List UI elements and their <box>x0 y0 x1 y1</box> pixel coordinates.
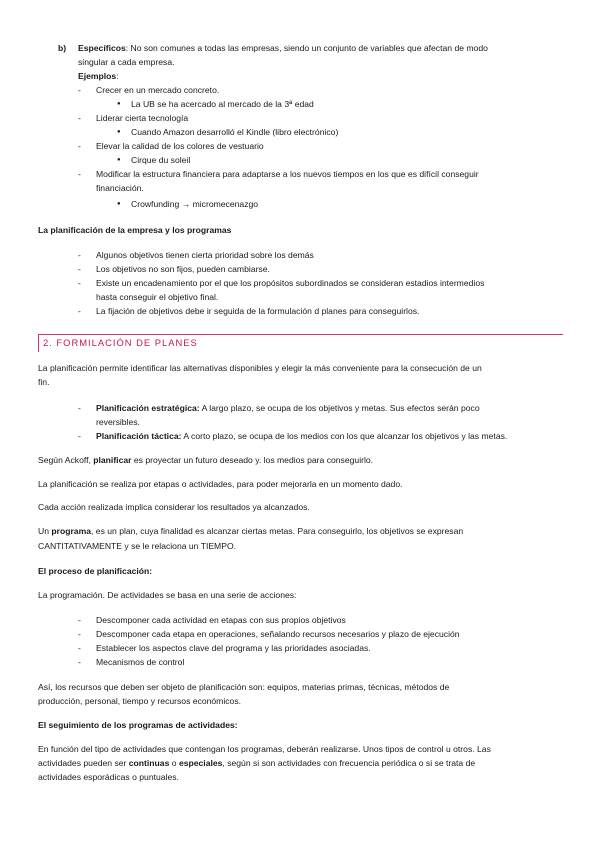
text: es proyectar un futuro deseado y. los medios para conseguirlo. <box>131 455 374 465</box>
dash-bullet: - <box>78 113 81 123</box>
text: A corto plazo, se ocupa de los medios con los que alcanzar los objetivos y las metas. <box>181 431 508 441</box>
section-title: El seguimiento de los programas de actividades: <box>38 720 238 730</box>
dash-bullet: - <box>78 264 81 274</box>
paragraph-line: Así, los recursos que deben ser objeto de planificación son: equipos, materias primas, técnicas, métodos de <box>38 682 450 692</box>
paragraph-line: En función del tipo de actividades que contengan los programas, deberán realizarse. Unos tipos de control u otros. Las <box>38 744 491 754</box>
list-item: Existe un encadenamiento por el que los propósitos subordinados se consideran estadios intermedios <box>96 278 485 288</box>
sub-list-item: Cuando Amazon desarrolló el Kindle (libro electrónico) <box>131 127 339 137</box>
circle-bullet-icon: ● <box>117 157 121 163</box>
circle-bullet-icon: ● <box>117 201 121 207</box>
dash-bullet: - <box>78 403 81 413</box>
paragraph-line: producción, personal, tiempo y recursos económicos. <box>38 696 242 706</box>
examples-title <box>78 70 119 83</box>
dash-bullet: - <box>78 278 81 288</box>
dash-bullet: - <box>78 250 81 260</box>
text: o <box>169 758 179 768</box>
list-item: Elevar la calidad de los colores de vestuario <box>96 141 264 151</box>
list-item-continuation: financiación. <box>96 183 144 193</box>
text: A largo plazo, se ocupa de los objetivos y metas. Sus efectos serán poco <box>199 403 480 413</box>
dash-bullet: - <box>78 141 81 151</box>
section-heading: 2. FORMILACIÓN DE PLANES <box>43 337 198 348</box>
list-item-continuation: hasta conseguir el objetivo final. <box>96 292 219 302</box>
text: Un <box>38 526 52 536</box>
sub-list-item: Crowfunding → micromecenazgo <box>131 199 259 209</box>
paragraph-line: singular a cada empresa. <box>78 57 175 67</box>
paragraph-line <box>38 454 373 467</box>
dash-bullet: - <box>78 643 81 653</box>
paragraph-line <box>78 42 488 55</box>
term: programa <box>51 526 92 536</box>
dash-bullet: - <box>78 629 81 639</box>
term: continuas <box>128 758 170 768</box>
term: especiales <box>178 758 223 768</box>
paragraph-line <box>38 757 475 770</box>
examples-title-text: Ejemplos <box>78 71 117 81</box>
dash-bullet: - <box>78 85 81 95</box>
list-item: Algunos objetivos tienen cierta prioridad sobre los demás <box>96 250 314 260</box>
list-item: Los objetivos no son fijos, pueden cambiarse. <box>96 264 270 274</box>
paragraph-line: actividades esporádicas o puntuales. <box>38 772 179 782</box>
text: , es un plan, cuya finalidad es alcanzar ciertas metas. Para conseguirlo, los objetivos se expresan <box>91 526 464 536</box>
term: planificar <box>93 455 132 465</box>
text: : No son comunes a todas las empresas, siendo un conjunto de variables que afectan de modo <box>125 43 488 53</box>
list-item: La fijación de objetivos debe ir seguida de la formulación d planes para conseguirlos. <box>96 306 420 316</box>
paragraph-line: La planificación se realiza por etapas o actividades, para poder mejorarla en un momento dado. <box>38 479 403 489</box>
text: Según Ackoff, <box>38 455 94 465</box>
paragraph-line: La planificación permite identificar las alternativas disponibles y elegir la más conveniente para la consecución de un <box>38 363 482 373</box>
list-item <box>96 430 507 443</box>
list-item: Modificar la estructura financiera para adaptarse a los nuevos tiempos en los que es difícil conseguir <box>96 169 479 179</box>
term: Planificación táctica: <box>96 431 182 441</box>
section-title: La planificación de la empresa y los programas <box>38 225 232 235</box>
list-item: Descomponer cada etapa en operaciones, señalando recursos necesarios y plazo de ejecución <box>96 629 460 639</box>
paragraph-line: CANTITATIVAMENTE y se le relaciona un TIEMPO. <box>38 541 237 551</box>
paragraph-line: Cada acción realizada implica considerar los resultados ya alcanzados. <box>38 502 310 512</box>
term: Planificación estratégica: <box>96 403 200 413</box>
list-item: Mecanismos de control <box>96 657 185 667</box>
text: , según si son actividades con frecuencia periódica o si se trata de <box>222 758 476 768</box>
section-heading-box <box>38 334 563 352</box>
circle-bullet-icon: ● <box>117 101 121 107</box>
list-item: Descomponer cada actividad en etapas con sus propios objetivos <box>96 615 346 625</box>
list-item: Establecer los aspectos clave del programa y las prioridades asociadas. <box>96 643 371 653</box>
list-item: Crecer en un mercado concreto. <box>96 85 220 95</box>
circle-bullet-icon: ● <box>117 129 121 135</box>
list-item: Liderar cierta tecnología <box>96 113 189 123</box>
paragraph-line: fin. <box>38 377 50 387</box>
list-label: b) <box>58 43 67 53</box>
examples-colon: : <box>116 71 119 81</box>
sub-list-item: La UB se ha acercado al mercado de la 3ª edad <box>131 99 314 109</box>
paragraph-line <box>38 525 463 538</box>
text: actividades pueden ser <box>38 758 129 768</box>
list-item <box>96 402 480 415</box>
section-title: El proceso de planificación: <box>38 566 153 576</box>
dash-bullet: - <box>78 169 81 179</box>
paragraph-line: La programación. De actividades se basa en una serie de acciones: <box>38 590 297 600</box>
list-item-continuation: reversibles. <box>96 417 140 427</box>
dash-bullet: - <box>78 431 81 441</box>
sub-list-item: Cirque du soleil <box>131 155 191 165</box>
dash-bullet: - <box>78 615 81 625</box>
dash-bullet: - <box>78 657 81 667</box>
dash-bullet: - <box>78 306 81 316</box>
term: Específicos <box>78 43 126 53</box>
